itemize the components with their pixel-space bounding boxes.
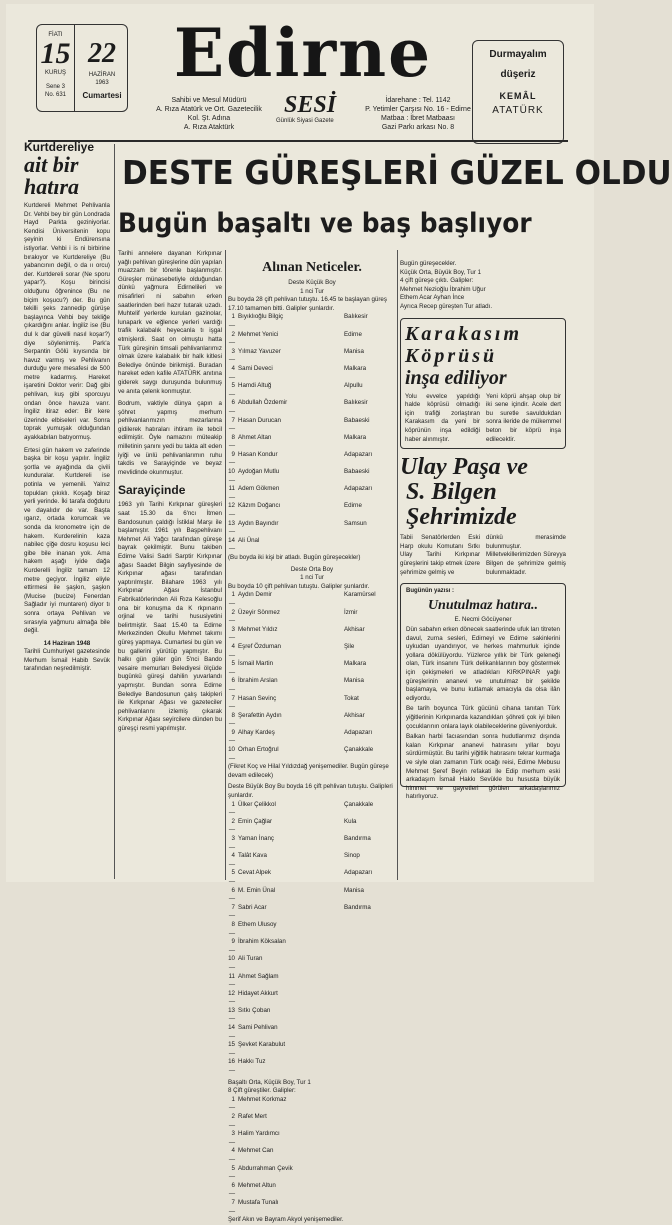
- date-day: 22: [88, 38, 116, 69]
- wrestler-town: Balıkesir: [344, 399, 368, 407]
- visitors-article: [400, 455, 566, 577]
- result-number: 2 —: [228, 330, 235, 347]
- wrestler-town: [344, 921, 396, 938]
- wrestler-town: [344, 1058, 396, 1075]
- article-headline: Unutulmaz hatıra..: [427, 598, 539, 614]
- result-row: [228, 973, 396, 990]
- result-number: 6 —: [228, 677, 235, 693]
- result-number: 10 —: [228, 468, 235, 484]
- wrestler-town: Çanakkale: [344, 800, 374, 808]
- wrestler-name: Aydın Demir: [238, 591, 272, 599]
- result-row: [228, 313, 396, 330]
- result-number: 1 —: [228, 591, 235, 607]
- price-label: FİATI: [48, 32, 63, 38]
- result-row: [228, 643, 396, 660]
- result-number: 10 —: [228, 746, 235, 762]
- wrestler-town: [344, 1041, 396, 1058]
- result-number: 7 —: [228, 416, 235, 433]
- wrestler-town: Adapazarı: [344, 728, 373, 736]
- office-line: P. Yetimler Çarşısı No. 16 - Edirne: [365, 106, 471, 113]
- date-price-box: [36, 24, 128, 112]
- results-column: [228, 260, 396, 1225]
- result-row: [228, 399, 396, 416]
- result-row: [228, 904, 396, 921]
- motto-author: ATATÜRK: [492, 105, 544, 116]
- result-number: 8 —: [228, 711, 235, 728]
- publisher-line: A. Rıza Ataktürk: [183, 124, 235, 131]
- newspaper-tagline: Günlük Siyasi Gazete: [276, 118, 334, 124]
- results-intro: Başaltı Orta, Küçük Boy, Tur 1 8 Çift güreştiler. Galipler:: [228, 1078, 311, 1095]
- result-number: 5 —: [228, 660, 235, 676]
- wrestler-name: İbrahim Köksalan: [238, 938, 286, 946]
- wrestler-town: [344, 938, 396, 955]
- article-body: Bodrum, vaktiyle dünya çapın a şöhret yapmış merhum pehlivanlarımızın mezarlarına gidilerek hatıraları ihtiram ile tebcil edilmiştir. Öyle namazını müteakip milletinin şanını yedi bu takta alt eden iyiği ve ünlü pehlivanlarımın ruhu takdis ve Sarayiçinde ve beyaz mevlidinde okunmuştur.: [118, 400, 222, 476]
- article-body: Yolu evvelce yapıldığı halde köprüsü olmadığı için trafiği zorlaştıran Karakasım da yeni bir köprünün inşa edildiği haber alınmıştır.: [405, 392, 480, 443]
- wrestler-name: Ahmet Altan: [238, 433, 272, 441]
- wrestler-town: Sinop: [344, 852, 360, 860]
- result-row: [228, 365, 396, 382]
- results-note: (Bu boyda iki kişi bir atladı. Bugün güreşecekler): [228, 554, 361, 561]
- wrestler-name: Cevat Alpek: [238, 869, 272, 877]
- main-subheadline: Bugün başaltı ve baş başlıyor: [118, 208, 532, 239]
- result-row: [228, 921, 396, 938]
- result-row: [228, 1147, 396, 1164]
- wrestler-town: [344, 1182, 396, 1199]
- result-number: 2 —: [228, 608, 235, 625]
- result-row: [228, 1199, 396, 1216]
- result-row: [228, 451, 396, 468]
- office-line: İdarehane : Tel. 1142: [385, 97, 451, 104]
- result-number: 9 —: [228, 938, 235, 954]
- wrestler-name: Sıtkı Çoban: [238, 1006, 271, 1014]
- result-number: 2 —: [228, 817, 235, 834]
- result-number: 5 —: [228, 1164, 235, 1181]
- result-row: [228, 1113, 396, 1130]
- article-author: E. Necmi Göcüyener: [454, 616, 512, 624]
- results-intro: Deste Büyük Boy Bu boyda 16 çift pehlivan tutuştu. Galipleri şunlardır.: [228, 783, 393, 800]
- results-note: Şerif Akın ve Bayram Akyol yenişemediler.: [228, 1216, 344, 1224]
- publisher-info: [134, 96, 284, 132]
- left-column-article: [24, 140, 110, 674]
- wrestler-name: Ülker Çelikkol: [238, 800, 276, 808]
- result-number: 13 —: [228, 1006, 235, 1023]
- result-row: [228, 990, 396, 1007]
- result-number: 6 —: [228, 886, 235, 903]
- result-number: 8 —: [228, 920, 235, 937]
- result-number: 6 —: [228, 399, 235, 415]
- result-number: 5 —: [228, 382, 235, 398]
- wrestler-town: Alpullu: [344, 382, 363, 390]
- result-row: [228, 537, 396, 554]
- article-kicker: Bugünün yazısı :: [406, 588, 454, 595]
- result-number: 15 —: [228, 1041, 235, 1057]
- result-number: 7 —: [228, 694, 235, 711]
- result-row: [228, 485, 396, 502]
- result-row: [228, 434, 396, 451]
- volume-number: Sene 3: [45, 84, 66, 90]
- wrestler-name: Üzeyir Sönmez: [238, 608, 280, 616]
- article-headline: Karakasım: [405, 322, 523, 345]
- article-body: Balkan harbi facıasından sonra hudutlarımız dışında kalan Kırkpınar ananevi hatırasını yıllar boyu sürdürmüştür. Bu tarihi yiğitlik hatırasını tekrar kurmağa ve siyle olan zamanın Türk ocağı reisi, Edirne Mebusu Mehmet Şeref Beyin refakati ile Edip merhum eski arkadaşım İsmail Hakkı Sevükle bu hususta büyük himmet ve gayretleri görülen arkadaşlarımız hatırlıyoruz.: [406, 733, 560, 801]
- result-row: [228, 938, 396, 955]
- result-row: [228, 660, 396, 677]
- result-row: [228, 746, 396, 763]
- result-number: 5 —: [228, 869, 235, 885]
- wrestler-name: Rafet Mert: [238, 1113, 267, 1120]
- wrestler-name: Mehmet Can: [238, 1147, 274, 1155]
- office-info: [360, 96, 476, 132]
- result-row: [228, 609, 396, 626]
- wrestler-town: Babaeski: [344, 416, 370, 424]
- wrestler-town: [344, 1165, 396, 1182]
- wrestler-name: İbrahim Arslan: [238, 677, 278, 685]
- wrestler-town: Malkara: [344, 660, 367, 668]
- result-row: [228, 1165, 396, 1182]
- result-number: 12 —: [228, 502, 235, 519]
- wrestler-town: Manisa: [344, 886, 364, 894]
- result-number: 14 —: [228, 1024, 235, 1040]
- result-row: [228, 520, 396, 537]
- wrestler-town: [344, 1147, 396, 1164]
- result-row: [228, 869, 396, 886]
- wrestler-name: Orhan Ertoğrul: [238, 746, 279, 754]
- result-number: 4 —: [228, 642, 235, 659]
- wrestler-town: [344, 1007, 396, 1024]
- office-line: Gazi Parkı arkası No. 8: [381, 124, 455, 131]
- result-row: [228, 887, 396, 904]
- result-number: 1 —: [228, 800, 235, 817]
- result-row: [228, 468, 396, 485]
- wrestler-name: Ethem Ulusoy: [238, 920, 277, 928]
- date-weekday: Cumartesi: [82, 91, 122, 100]
- wrestler-town: [344, 973, 396, 990]
- article-body: Ertesi gün hakem ve zaferinde başka bir koşu yapılır. İngiliz şortla ve ayağında da çivili kunduralar. Kurtdereli ise potinla ve yemenili. Yalnız topukları çıkıklı. Koşağı biraz yerli yerinde. İki tarafa doğduru ve dayalıdır de var. Başta ıgarız, ortada korumcak ve sonda da kronometre için de hakem. Kurderelinin kaza nabilec çiğe dosru koşusu leci gibe bile inanan yok. Ama hakem aşağı iyide dağa Kurderelli İngiliz tamam 12 metre geçiyor. İngiliz eliyle ettirmesi ile şaşkın, şaşkın (Mucise (bucize) Fenerdan Sağladır iyi muntaren) diyor tı sonra ortaya Pehlivan ve sırasıyla yağmuru almağa bile değil.: [24, 446, 110, 635]
- wrestler-name: Mehmet Yıldız: [238, 625, 278, 633]
- wrestler-name: Halim Yardımcı: [238, 1130, 280, 1138]
- wrestler-name: Sabri Acar: [238, 903, 267, 911]
- result-number: 4 —: [228, 852, 235, 868]
- wrestler-town: Adapazarı: [344, 485, 373, 493]
- result-number: 13 —: [228, 519, 235, 536]
- newspaper-subtitle: SESİ: [284, 92, 337, 118]
- wrestler-name: Mehmet Korkmaz: [238, 1095, 287, 1103]
- motto-author: KEMÂL: [499, 91, 537, 101]
- result-row: [228, 331, 396, 348]
- wrestler-name: Hasan Durucan: [238, 416, 281, 424]
- result-number: 9 —: [228, 728, 235, 745]
- wrestler-name: Emin Çağlar: [238, 817, 273, 825]
- price-column: [37, 25, 75, 111]
- wrestler-town: Balıkesir: [344, 313, 368, 321]
- result-row: [228, 1182, 396, 1199]
- wrestler-town: Akhisar: [344, 711, 365, 719]
- wrestler-town: [344, 1130, 396, 1147]
- wrestler-town: Adapazarı: [344, 450, 373, 458]
- result-number: 1 —: [228, 313, 235, 329]
- result-row: [228, 591, 396, 608]
- wrestler-town: Manisa: [344, 677, 364, 685]
- result-number: 7 —: [228, 903, 235, 920]
- motto-box: [472, 40, 564, 144]
- result-number: 7 —: [228, 1198, 235, 1215]
- result-number: 12 —: [228, 989, 235, 1006]
- result-row: [228, 852, 396, 869]
- column-divider: [225, 250, 226, 880]
- result-number: 4 —: [228, 1147, 235, 1163]
- wrestler-name: Adem Gökmen: [238, 485, 280, 493]
- wrestler-name: İsmail Martin: [238, 660, 274, 668]
- wrestling-report-column: [118, 250, 222, 733]
- wrestler-town: Bandırma: [344, 835, 371, 842]
- right-column: [400, 260, 566, 801]
- wrestler-name: Ahmet Sağlam: [238, 972, 279, 980]
- results-list: [228, 801, 396, 1076]
- article-headline: Şehrimizde: [406, 504, 517, 531]
- result-row: [228, 801, 396, 818]
- wrestler-name: Yılmaz Yavuzer: [238, 347, 281, 355]
- result-number: 1 —: [228, 1095, 235, 1112]
- wrestler-name: Eşref Özduman: [238, 642, 281, 650]
- date-column: [75, 25, 129, 111]
- wrestler-name: Hakkı Tuz: [238, 1058, 266, 1066]
- newspaper-title: Edirne: [173, 14, 433, 92]
- motto-line: Durmayalım: [489, 49, 547, 60]
- article-headline: inşa ediliyor: [405, 366, 507, 389]
- result-row: [228, 1096, 396, 1113]
- wrestler-name: Yaman İnanç: [238, 835, 275, 842]
- article-headline: hatıra: [24, 174, 80, 199]
- result-row: [228, 626, 396, 643]
- publisher-line: Sahibi ve Mesul Müdürü: [171, 97, 247, 104]
- wrestler-town: Şile: [344, 642, 355, 650]
- result-number: 3 —: [228, 1130, 235, 1146]
- article-body: Yeni köprü ahşap olup bir iki sene içindir. Acele dert bu suretle savuldukdan sonra ileride de mükemmel beton bir köprü inşa edilecektir.: [486, 392, 561, 443]
- column-divider: [114, 144, 115, 879]
- wrestler-name: Aydın Bayındır: [238, 519, 279, 527]
- wrestler-name: Mustafa Tunalı: [238, 1198, 279, 1206]
- wrestler-name: Hamdi Altuğ: [238, 382, 272, 390]
- wrestler-name: Abdurrahman Çevik: [238, 1164, 293, 1172]
- wrestler-name: Sami Deveci: [238, 364, 273, 372]
- article-body: Kurtdereli Mehmet Pehlivanla Dr. Vehbi bey bir gün Londrada Hayd Parkta geziniyorlar. Kendisi Üniversitenin kopu şeyinin ki Endürensına istiyorlar. Vehbi i is ni birbirine bırakıyor ve Kurtdereliye (Bu yabancının değil, o da ıı orcu) der. Kurtdereli sorar (Ne sporu yapar?). Koşu birincisi olduğunu öğrenince (Bu ne biçim koşucu?) der. Bu gün tekilli şeks zannedip gürüşe başlayınca Vehbi bey tekliğe çıkardığını anlar. İngiliz ise (Bu dul k dar güvelli nasıl koşar?) diye söylenirmiş. Park'a Serpantin Gölü kıyısında bir havuz varmış ve Pehlivanın durduğu yere mesafesi de 500 metre kadarmış. Hareket işaretini Doktor verir: Dağ gibi pehlivan, kuş gibi sporcuyu ondan önce havuza varır. İngiliz itiraz eder: Bir kere üzerinde elbiseleri var. Sonra toprak yumuşak olduğundan ayakkabıları batıyormuş.: [24, 202, 110, 442]
- results-section-heading: Deste Orta Boy 1 nci Tur: [290, 565, 334, 582]
- wrestler-name: Ali Ünal: [238, 536, 260, 544]
- result-row: [228, 835, 396, 852]
- main-headline: DESTE GÜREŞLERİ GÜZEL OLDU: [122, 153, 672, 192]
- bridge-article: [400, 318, 566, 450]
- result-row: [228, 712, 396, 729]
- result-number: 3 —: [228, 835, 235, 851]
- result-row: [228, 502, 396, 519]
- article-headline: Ulay Paşa ve: [400, 454, 528, 481]
- wrestler-town: [344, 537, 396, 554]
- result-row: [228, 348, 396, 365]
- result-number: 11 —: [228, 972, 235, 989]
- motto-line: düşeriz: [500, 69, 536, 80]
- article-body: 1963 yılı Tarihi Kırkpınar güreşleri saat 15.30 da 6'ncı İtmen Bandosunun çaldığı İstiklal Marşı ile başlamıştır. 1961 yılı Başpehlivanı Mehmet Ali Yağcı tarafından güreşe bayrak çekilmiştir. Bunu takiben Edirne Valisi Sadri Sarptir Kırkpınar ağası Saadet Bilgin sayfiyesinde de Kırkpınar ağası tarafından yaptırılmıştır. Bilahare 1963 yılı Kırkpınar Ağası İstanbul Fabrikatörlerinden Ali Rıza Kelesoğlu ona bir konuşma da K rkpınarın orjinal ve tarihi hususiyetini belirtmiştir. Saat 15.40 ta Edirne Merkezinden Okullu Mehmet takımı güreş yapmaya. Cumartesi bu gün ve bu gallerini yürütüp yapmıştır. Bu halkı gün güler gün 5'nci Bando vesaire memurları Belediyesi ölçüde bugünkü güreşi dahilin yuvarlandı yapmıştır. Bundan sonra Edirne Belediye Bandosunun çalış takipleri ile Kırkpınar Ağası ve gazeteciler pehlivanlarını izlemiş çıkarak Kırkpınar Ağası seyircilere dünden bu güreşçi resmi yapılmıştır.: [118, 501, 222, 732]
- result-row: [228, 1130, 396, 1147]
- result-row: [228, 1041, 396, 1058]
- wrestler-name: M. Emin Ünal: [238, 886, 276, 894]
- wrestler-town: Bandırma: [344, 903, 371, 911]
- results-list: [228, 313, 396, 554]
- article-headline: S. Bilgen: [406, 479, 497, 506]
- wrestler-town: Babaeski: [344, 468, 370, 476]
- wrestler-name: Bıyıklıoğlu Bilgiç: [238, 313, 284, 321]
- wrestler-name: Hasan Sevinç: [238, 694, 277, 702]
- wrestler-town: Akhisar: [344, 625, 365, 633]
- publisher-line: A. Rıza Atatürk ve Ort. Gazetecilik: [156, 106, 262, 113]
- results-section-heading: Deste Küçük Boy 1 nci Tur: [288, 279, 336, 295]
- results-continuation: Bugün güreşecekler. Küçük Orta, Büyük Boy, Tur 1 4 çift güreşe çıktı. Galipler: Mehmet Nezioğlu İbrahim Uğur Ethem Acar Ayhan İnce Ayrıca Recep güreşten Tur atladı.: [400, 260, 493, 310]
- wrestler-name: Talât Kava: [238, 852, 267, 860]
- office-line: Matbaa : İbret Matbaası: [381, 115, 455, 122]
- article-headline: ait bir: [24, 152, 79, 177]
- result-number: 10 —: [228, 955, 235, 971]
- date-year: 1963: [95, 80, 109, 86]
- column-divider: [397, 250, 398, 880]
- result-number: 2 —: [228, 1113, 235, 1129]
- results-intro: Bu boyda 10 çift pehlivan tutuştu. Galipler şunlardır.: [228, 582, 370, 590]
- result-row: [228, 382, 396, 399]
- article-body: Be tarih boyunca Türk gücünü cihana tanıtan Türk yiğitlerinin Kırkpınarda kazandıkları şöhreti çok iyi bilen çocuklarının onlara layık olabileceklerine güveniyorduk.: [406, 705, 560, 730]
- wrestler-town: Edirne: [344, 330, 362, 338]
- results-list: [228, 1096, 396, 1216]
- article-body: Dün sabahın erken dönecek saatlerinde ufuk ları titreten davul, zurna sesleri, Edirneyi ve Edirne sakinlerini uykudan uyandırıyor, ve herkes mahmurluk içinde yollara dökülüyordu. Yüzlerce yıllık bir Türk geleneği olan, Türk insanını Türk delikanlılarının boy göstermek için çekişmeleri ve atladıkları KIRKPINAR yağlı güreşlerinin ananevi ve unutulmaz bir şekilde başlamaya, ve bunu kutlamak amacıyla da olsa ilân ediyordu.: [406, 626, 560, 702]
- wrestler-name: Şerafettin Aydın: [238, 711, 282, 719]
- result-number: 4 —: [228, 364, 235, 381]
- article-body: Tabii Senatörlerden Eski Harp okulu Komutanı Sıtkı Ulay Tarihi Kırkpınar güreşlerini takip etmek üzere şehrimize gelmiş ve: [400, 534, 480, 576]
- result-number: 3 —: [228, 625, 235, 642]
- article-headline: Köprüsü: [405, 344, 498, 367]
- wrestler-name: Mehmet Altun: [238, 1181, 276, 1189]
- results-title: Alınan Neticeler.: [262, 260, 362, 275]
- article-body: dünkü merasimde bulunmuştur. Milletvekillerimizden Süreyya Bilgen de şehrimize gelmiş bulunmaktadır.: [486, 534, 566, 576]
- wrestler-town: Samsun: [344, 519, 367, 527]
- wrestler-town: [344, 1199, 396, 1216]
- result-row: [228, 955, 396, 972]
- wrestler-town: [344, 990, 396, 1007]
- newspaper-page: [6, 4, 672, 1224]
- wrestler-name: Ali Turan: [238, 955, 263, 963]
- issue-number: No. 631: [44, 92, 66, 98]
- result-row: [228, 677, 396, 694]
- article-date: 14 Haziran 1948: [43, 639, 91, 647]
- wrestler-name: Sami Pehlivan: [238, 1024, 278, 1032]
- result-row: [228, 729, 396, 746]
- result-number: 9 —: [228, 450, 235, 467]
- publisher-line: Kol. Şt. Adına: [187, 115, 231, 122]
- results-list: [228, 591, 396, 763]
- result-number: 11 —: [228, 485, 235, 501]
- wrestler-town: Malkara: [344, 364, 367, 372]
- result-row: [228, 695, 396, 712]
- wrestler-name: Mehmet Yenici: [238, 330, 279, 338]
- section-heading: Sarayiçinde: [118, 483, 186, 498]
- result-row: [228, 1007, 396, 1024]
- result-row: [228, 1058, 396, 1075]
- result-number: 6 —: [228, 1181, 235, 1198]
- wrestler-town: [344, 1024, 396, 1041]
- wrestler-town: [344, 955, 396, 972]
- article-kicker: Kurtdereliye: [24, 140, 95, 154]
- wrestler-name: Hidayet Akkurt: [238, 989, 278, 997]
- memoir-article: [400, 583, 566, 801]
- results-note: (Fikret Koç ve Hilal Yıldızdağ yenişemediler. Bugün güreşe devam edilecek): [228, 763, 389, 779]
- wrestler-town: Manisa: [344, 347, 364, 355]
- wrestler-name: Hasan Kondur: [238, 450, 278, 458]
- wrestler-name: Şevket Karabulut: [238, 1041, 286, 1049]
- wrestler-town: [344, 1096, 396, 1113]
- result-number: 8 —: [228, 433, 235, 450]
- wrestler-town: Tokat: [344, 694, 359, 702]
- result-number: 14 —: [228, 536, 235, 553]
- wrestler-town: Adapazarı: [344, 869, 373, 877]
- article-source: Tarihli Cumhuriyet gazetesinde Merhum İsmail Habib Sevük tarafından neşredilmiştir.: [24, 648, 110, 673]
- article-body: Tarihi annelere dayanan Kırkpınar yağlı pehlivan güreşlerine dün yapılan muazzam bir törenle başlanmıştır. Güreşler münasebetiyle olduğundan dünkü yağmura Edirnelileri ve misafirleri ni sabahın erken saatlerinden beri hazır tutarak uzadı. Muhtelif yerlerde kurulan gazinolar, lunapark ve eğlence yerleri vardığı trafik kalabalık heyecanla tı işgal etmişlerdi. Saat on olmuştu hatta Türk güreşinin timsali pehlivanlarımız olmak üzere kalabalık bir halk kitlesi Belediye önünde birikmişti. Buradan hareket eden kafile ATATÜRK anıtına giderek saygı duruşunda bulunmuş ve anıta çelenk konmuştur.: [118, 250, 222, 395]
- wrestler-town: İzmir: [344, 608, 358, 616]
- result-row: [228, 1024, 396, 1041]
- wrestler-name: Abdullah Özdemir: [238, 399, 288, 407]
- wrestler-town: Edirne: [344, 502, 362, 510]
- wrestler-name: Aydoğan Mutlu: [238, 468, 280, 476]
- result-row: [228, 417, 396, 434]
- wrestler-town: [344, 1113, 396, 1130]
- result-number: 16 —: [228, 1058, 235, 1075]
- results-intro: Bu boyda 28 çift pehlivan tutuştu. 16.45 te başlayan güreş 17.10 tamamen bitti. Galipler şunlardır.: [228, 296, 387, 312]
- wrestler-town: Malkara: [344, 433, 367, 441]
- price-unit: KURUŞ: [44, 70, 66, 76]
- wrestler-name: Alhay Kardeş: [238, 728, 275, 736]
- wrestler-town: Karamürsel: [344, 591, 376, 599]
- wrestler-name: Kâzım Doğancı: [238, 502, 281, 510]
- price-value: 15: [40, 37, 71, 70]
- date-month: HAZİRAN: [88, 72, 116, 78]
- wrestler-town: Kula: [344, 817, 357, 825]
- result-number: 3 —: [228, 347, 235, 364]
- wrestler-town: Çanakkale: [344, 746, 374, 754]
- result-row: [228, 818, 396, 835]
